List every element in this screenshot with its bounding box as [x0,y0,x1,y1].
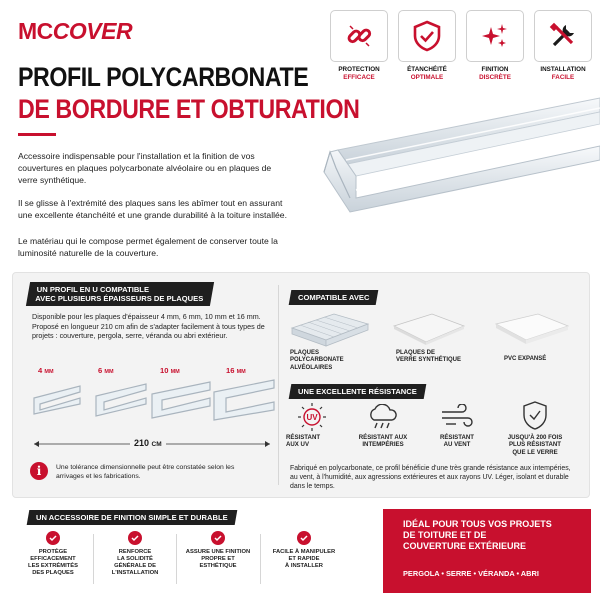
check-icon [46,531,60,545]
size-label-16mm: 16 MM [226,366,246,375]
ideal-title: IDÉAL POUR TOUS VOS PROJETS DE TOITURE ET DE COUVERTURE EXTÉRIEURE [403,519,552,551]
res-wind-label: RÉSISTANT AU VENT [439,434,475,449]
rain-cloud-icon [366,404,400,430]
broken-link-icon [344,21,374,51]
protection-label: PROTECTION EFFICACE [338,66,380,81]
compat-pvc-label: PVC EXPANSÉ [504,356,547,362]
waterproof-badge [398,10,456,62]
compat-polycarbonate-label: PLAQUES POLYCARBONATE ALVÉOLAIRES [290,350,344,371]
finish-aesthetic-label: ASSURE UNE FINITION PROPRE ET ESTHÉTIQUE [185,549,251,569]
uv-sun-icon [296,402,328,432]
title-underline [18,133,56,136]
intro-paragraph-2: Il se glisse à l'extrémité des plaques sans les abîmer tout en assurant une excellente étanchéité et une grande durabilité à la toiture installée. [18,198,287,220]
page-subtitle: DE BORDURE ET OBTURATION [18,94,360,124]
footer-divider [260,534,261,584]
res-weather-label: RÉSISTANT AUX INTEMPÉRIES [358,434,408,449]
check-icon [128,531,142,545]
u-profile-header: UN PROFIL EN U COMPATIBLE AVEC PLUSIEURS ÉPAISSEURS DE PLAQUES [26,282,214,306]
u-profile-sizes-illustration [28,378,276,428]
uv-text: UV [306,413,318,422]
pvc-sheet-image [492,310,572,348]
installation-badge [534,10,592,62]
resistance-header: UNE EXCELLENTE RÉSISTANCE [289,384,426,399]
installation-label: INSTALLATION FACILE [540,66,586,81]
tolerance-note: Une tolérance dimensionnelle peut être constatée selon les arrivages et les fabrications. [56,464,235,480]
finish-protect-label: PROTÈGE EFFICACEMENT LES EXTRÉMITÉS DES PLAQUES [28,549,78,576]
finish-strength-label: RENFORCE LA SOLIDITÉ GÉNÉRALE DE L'INSTALLATION [111,549,159,576]
shield-check-icon [412,20,442,52]
finish-label: FINITION DISCRÈTE [479,66,511,81]
res-uv-label: RÉSISTANT AUX UV [286,434,321,449]
page-title: PROFIL POLYCARBONATE [18,62,309,92]
resistance-text: Fabriqué en polycarbonate, ce profil bénéficie d'une très grande résistance aux intempéries, au vent, à l'humidité, aux agressions extérieures et aux rayons UV. Léger, isolant et durable dans le temps. [290,465,571,490]
res-glass-label: JUSQU'À 200 FOIS PLUS RÉSISTANT QUE LE VERRE [507,434,563,456]
intro-paragraph-1: Accessoire indispensable pour l'installation et la finition de vos couvertures en plaques polycarbonate alvéolaire ou en plaques de verre synthétique. [18,151,272,185]
waterproof-label: ÉTANCHÉITÉ OPTIMALE [407,66,447,81]
u-profile-text: Disponible pour les plaques d'épaisseur 4 mm, 6 mm, 10 mm et 16 mm. Proposé en longueur 210 cm afin de s'adapter facilement à tous types de projets : couverture, pergola, serre, véranda ou abri extérieur. [32,312,265,341]
size-label-10mm: 10 MM [160,366,180,375]
panel-divider [278,285,279,485]
synthetic-glass-image [392,312,466,348]
footer-divider [93,534,94,584]
wind-icon [440,404,474,430]
brand-logo: MCCOVER [18,18,133,44]
compat-glass-label: PLAQUES DE VERRE SYNTHÉTIQUE [396,350,462,364]
footer-divider [176,534,177,584]
finish-badge [466,10,524,62]
size-label-6mm: 6 MM [98,366,114,375]
ideal-banner [383,509,591,593]
finish-easy-label: FACILE À MANIPULER ET RAPIDE À INSTALLER [272,549,336,569]
length-label: 210 CM [130,438,166,448]
check-icon [297,531,311,545]
protection-badge [330,10,388,62]
tools-icon [548,21,578,51]
compat-header: COMPATIBLE AVEC [289,290,379,305]
ideal-uses: PERGOLA • SERRE • VÉRANDA • ABRI [403,569,539,578]
polycarbonate-sheet-image [290,310,370,348]
profile-product-image [300,80,600,230]
shield-icon [520,400,550,432]
finish-header: UN ACCESSOIRE DE FINITION SIMPLE ET DURABLE [27,510,237,525]
info-icon: i [30,462,48,480]
size-label-4mm: 4 MM [38,366,54,375]
check-icon [211,531,225,545]
sparkle-icon [480,21,510,51]
intro-paragraph-3: Le matériau qui le compose permet également de conserver toute la luminosité naturelle de la couverture. [18,236,278,258]
